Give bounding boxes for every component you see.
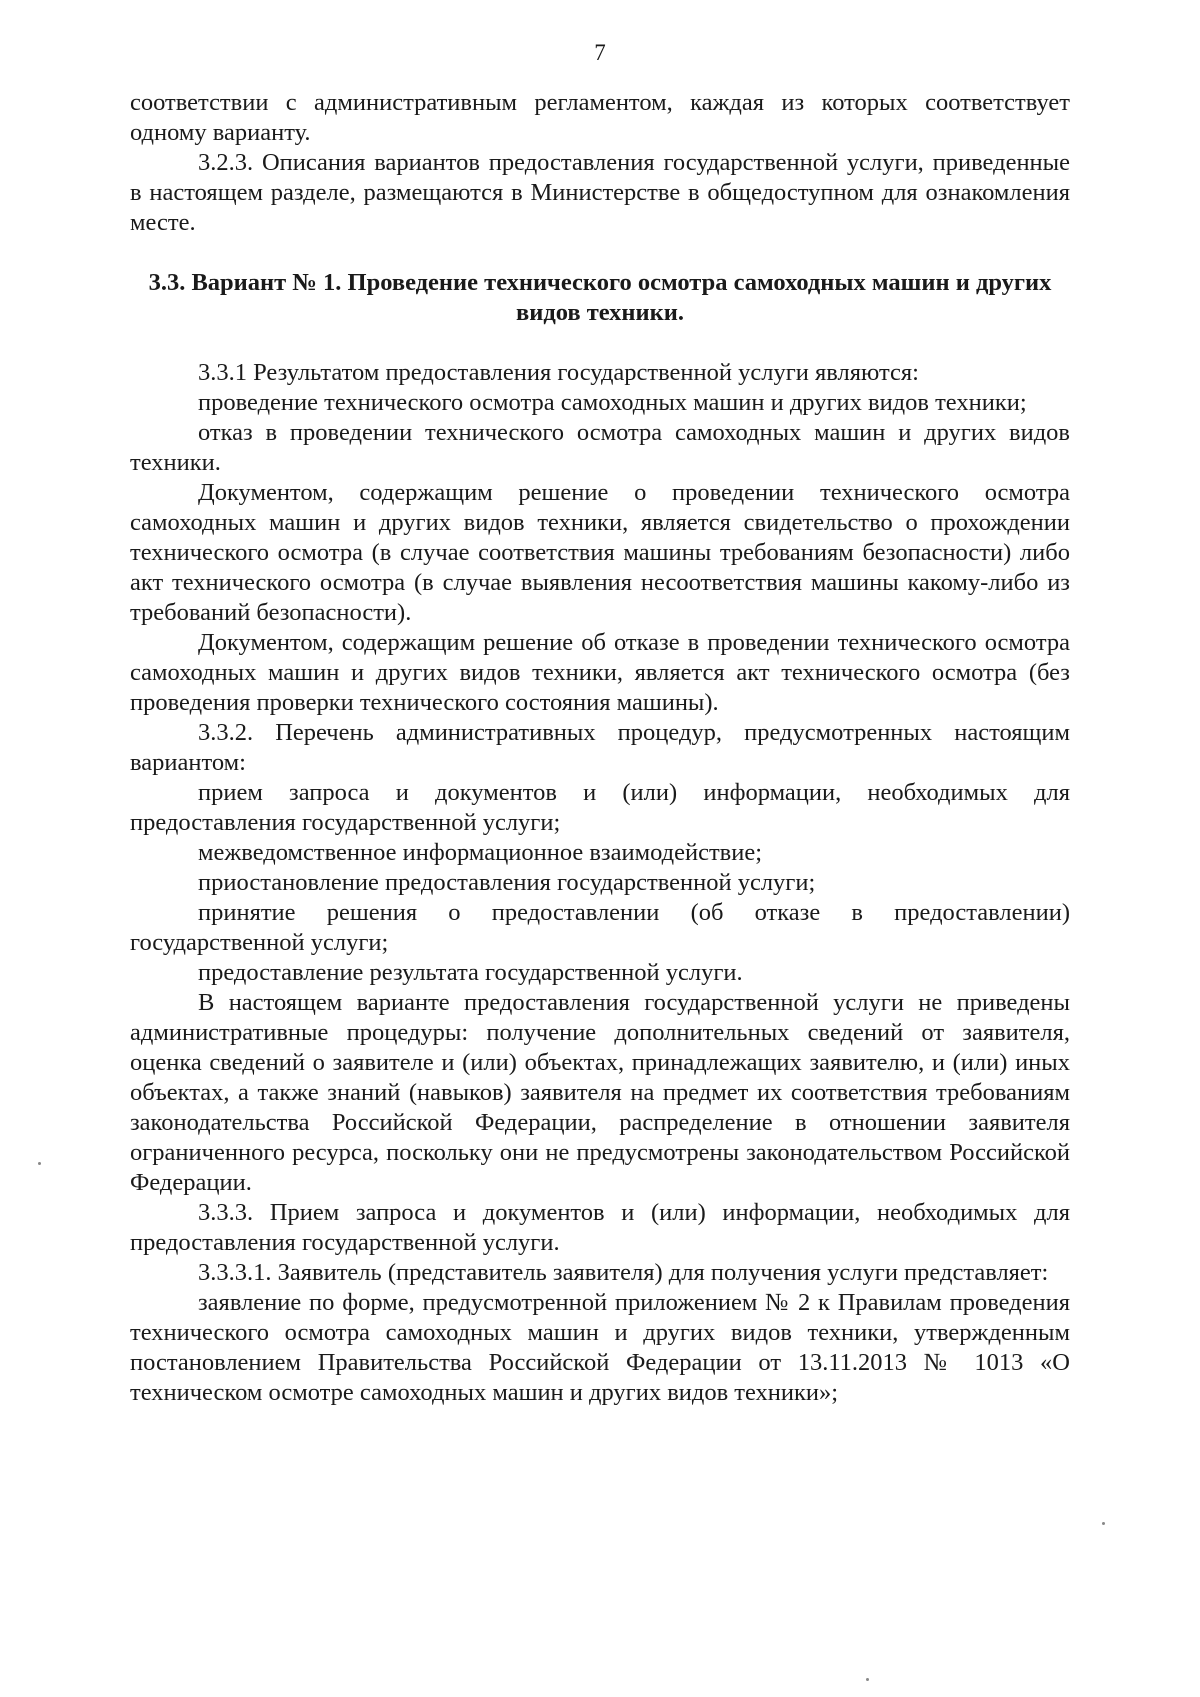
paragraph-decision-document: Документом, содержащим решение о проведении технического осмотра самоходных машин и других видов техники, является свидетельство о прохождении технического осмотра (в случае соответствия машины требованиям безопасности) либо акт технического осмотра (в случае выявления несоответствия машины какому-либо из требований безопасности). xyxy=(130,479,1070,626)
procedure-item: предоставление результата государственной услуги. xyxy=(198,959,743,986)
paragraph-3-3-3: 3.3.3. Прием запроса и документов и (или) информации, необходимых для предоставления государственной услуги. xyxy=(130,1199,1070,1256)
procedure-item: приостановление предоставления государственной услуги; xyxy=(198,869,816,896)
paragraph-continuation: соответствии с административным регламентом, каждая из которых соответствует одному варианту. xyxy=(130,89,1070,146)
scan-speck xyxy=(38,1162,41,1165)
scan-speck xyxy=(1102,1522,1105,1525)
paragraph-3-3-1: 3.3.1 Результатом предоставления государственной услуги являются: xyxy=(198,359,919,386)
paragraph-3-3-3-1: 3.3.3.1. Заявитель (представитель заявителя) для получения услуги представляет: xyxy=(198,1259,1049,1286)
paragraph-refusal-document: Документом, содержащим решение об отказе в проведении технического осмотра самоходных машин и других видов техники, является акт технического осмотра (без проведения проверки технического состояния машины). xyxy=(130,629,1070,716)
scan-speck xyxy=(866,1678,869,1681)
result-item-conduct: проведение технического осмотра самоходных машин и других видов техники; xyxy=(198,389,1027,416)
procedure-item: межведомственное информационное взаимодействие; xyxy=(198,839,763,866)
procedure-item: прием запроса и документов и (или) информации, необходимых для предоставления государственной услуги; xyxy=(130,779,1070,836)
section-heading: 3.3. Вариант № 1. Проведение технического осмотра самоходных машин и других видов техники. xyxy=(148,269,1052,326)
page-number: 7 xyxy=(594,40,606,65)
paragraph-3-2-3: 3.2.3. Описания вариантов предоставления государственной услуги, приведенные в настоящем разделе, размещаются в Министерстве в общедоступном для ознакомления месте. xyxy=(130,149,1070,236)
procedure-item: принятие решения о предоставлении (об отказе в предоставлении) государственной услуги; xyxy=(130,899,1070,956)
result-item-refusal: отказ в проведении технического осмотра самоходных машин и других видов техники. xyxy=(130,419,1070,476)
paragraph-excluded-procedures: В настоящем варианте предоставления государственной услуги не приведены административные процедуры: получение дополнительных сведений от заявителя, оценка сведений о заявителе и (или) объектах, принадлежащих заявителю, и (или) иных объектах, а также знаний (навыков) заявителя на предмет их соответствия требованиям законодательства Российской Федерации, распределение в отношении заявителя ограниченного ресурса, поскольку они не предусмотрены законодательством Российской Федерации. xyxy=(130,989,1070,1196)
paragraph-3-3-2: 3.3.2. Перечень административных процедур, предусмотренных настоящим вариантом: xyxy=(130,719,1070,776)
paragraph-application-form: заявление по форме, предусмотренной приложением № 2 к Правилам проведения технического осмотра самоходных машин и других видов техники, утвержденным постановлением Правительства Российской Федерации от 13.11.2013 № 1013 «О техническом осмотре самоходных машин и других видов техники»; xyxy=(130,1289,1070,1406)
document-body xyxy=(130,88,1070,1408)
